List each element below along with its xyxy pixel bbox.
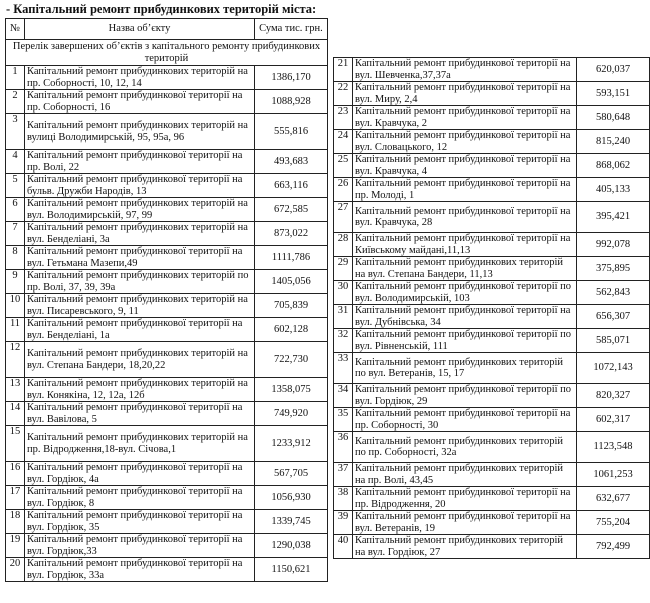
row-sum: 395,421 bbox=[577, 202, 650, 233]
document-title: - Капітальний ремонт прибудинкових територій міста: bbox=[6, 2, 317, 16]
row-name: Капітальний ремонт прибудинкової території на вул. Гордіюк, 4а bbox=[25, 462, 255, 486]
row-name: Капітальний ремонт прибудинкової території по вул. Рівненській, 111 bbox=[353, 329, 577, 353]
table-row bbox=[6, 402, 328, 426]
row-sum: 820,327 bbox=[577, 384, 650, 408]
row-number: 18 bbox=[6, 510, 25, 534]
row-sum: 602,317 bbox=[577, 408, 650, 432]
table-row bbox=[6, 66, 328, 90]
row-name: Капітальний ремонт прибудинкової території на вул. Кравчука, 28 bbox=[353, 202, 577, 233]
table-subheader-row bbox=[6, 40, 328, 66]
table-row bbox=[334, 202, 650, 233]
row-sum: 375,895 bbox=[577, 257, 650, 281]
table-row bbox=[334, 384, 650, 408]
table-row bbox=[6, 174, 328, 198]
row-name: Капітальний ремонт прибудинкової території на вул. Гетьмана Мазепи,49 bbox=[25, 246, 255, 270]
row-name: Капітальний ремонт прибудинкової території на пр. Відродження, 20 bbox=[353, 487, 577, 511]
row-name: Капітальний ремонт прибудинкової території на вул. Кравчука, 2 bbox=[353, 106, 577, 130]
table-row bbox=[6, 462, 328, 486]
header-sum: Сума тис. грн. bbox=[255, 19, 328, 40]
row-name: Капітальний ремонт прибудинкових територій на вул. Гордіюк, 27 bbox=[353, 535, 577, 559]
row-sum: 620,037 bbox=[577, 58, 650, 82]
table-row bbox=[6, 90, 328, 114]
row-name: Капітальний ремонт прибудинкової території на вул. Шевченка,37,37а bbox=[353, 58, 577, 82]
row-name: Капітальний ремонт прибудинкових територій по вул. Ветеранів, 15, 17 bbox=[353, 353, 577, 384]
row-sum: 1056,930 bbox=[255, 486, 328, 510]
row-number: 2 bbox=[6, 90, 25, 114]
table-row bbox=[334, 511, 650, 535]
header-name: Назва об’єкту bbox=[25, 19, 255, 40]
row-sum: 705,839 bbox=[255, 294, 328, 318]
row-name: Капітальний ремонт прибудинкових територій по пр. Соборності, 32а bbox=[353, 432, 577, 463]
table-row bbox=[334, 130, 650, 154]
row-sum: 1123,548 bbox=[577, 432, 650, 463]
table-row bbox=[6, 222, 328, 246]
row-number: 35 bbox=[334, 408, 353, 432]
row-number: 16 bbox=[6, 462, 25, 486]
table-row bbox=[334, 154, 650, 178]
row-number: 12 bbox=[6, 342, 25, 378]
header-num: № bbox=[6, 19, 25, 40]
row-name: Капітальний ремонт прибудинкової території на вул. Бенделіані, 1а bbox=[25, 318, 255, 342]
row-name: Капітальний ремонт прибудинкової території на вул. Кравчука, 4 bbox=[353, 154, 577, 178]
row-name: Капітальний ремонт прибудинкової території на Київському майдані,11,13 bbox=[353, 233, 577, 257]
row-sum: 1233,912 bbox=[255, 426, 328, 462]
table-row bbox=[334, 535, 650, 559]
row-sum: 602,128 bbox=[255, 318, 328, 342]
table-row bbox=[334, 82, 650, 106]
right-table-body bbox=[334, 58, 650, 559]
row-sum: 1072,143 bbox=[577, 353, 650, 384]
row-name: Капітальний ремонт прибудинкової території на пр. Молоді, 1 bbox=[353, 178, 577, 202]
row-name: Капітальний ремонт прибудинкової території на вул. Гордіюк, 33а bbox=[25, 558, 255, 582]
row-name: Капітальний ремонт прибудинкової території на вул. Гордіюк, 8 bbox=[25, 486, 255, 510]
row-number: 22 bbox=[334, 82, 353, 106]
row-number: 38 bbox=[334, 487, 353, 511]
table-row bbox=[6, 534, 328, 558]
row-name: Капітальний ремонт прибудинкової території на вул. Ветеранів, 19 bbox=[353, 511, 577, 535]
row-name: Капітальний ремонт прибудинкових територій на пр. Відродження,18-вул. Січова,1 bbox=[25, 426, 255, 462]
row-number: 10 bbox=[6, 294, 25, 318]
row-number: 11 bbox=[6, 318, 25, 342]
table-row bbox=[6, 294, 328, 318]
row-number: 28 bbox=[334, 233, 353, 257]
table-row bbox=[6, 426, 328, 462]
row-sum: 656,307 bbox=[577, 305, 650, 329]
table-subheader: Перелік завершених об’єктів з капітального ремонту прибудинкових територій bbox=[6, 40, 328, 66]
left-table bbox=[5, 18, 328, 582]
row-name: Капітальний ремонт прибудинкових територій на пр. Волі, 43,45 bbox=[353, 463, 577, 487]
table-row bbox=[6, 318, 328, 342]
table-row bbox=[6, 486, 328, 510]
row-number: 8 bbox=[6, 246, 25, 270]
row-sum: 722,730 bbox=[255, 342, 328, 378]
row-sum: 868,062 bbox=[577, 154, 650, 178]
row-name: Капітальний ремонт прибудинкової території на вул. Словацького, 12 bbox=[353, 130, 577, 154]
row-name: Капітальний ремонт прибудинкових територій по пр. Волі, 37, 39, 39а bbox=[25, 270, 255, 294]
row-number: 1 bbox=[6, 66, 25, 90]
row-name: Капітальний ремонт прибудинкової території на вул. Гордіюк, 35 bbox=[25, 510, 255, 534]
row-name: Капітальний ремонт прибудинкової території на бульв. Дружби Народів, 13 bbox=[25, 174, 255, 198]
row-number: 32 bbox=[334, 329, 353, 353]
row-sum: 555,816 bbox=[255, 114, 328, 150]
row-number: 29 bbox=[334, 257, 353, 281]
row-sum: 562,843 bbox=[577, 281, 650, 305]
table-row bbox=[6, 558, 328, 582]
row-number: 7 bbox=[6, 222, 25, 246]
row-number: 4 bbox=[6, 150, 25, 174]
row-number: 19 bbox=[6, 534, 25, 558]
table-row bbox=[334, 257, 650, 281]
row-sum: 1339,745 bbox=[255, 510, 328, 534]
row-sum: 992,078 bbox=[577, 233, 650, 257]
row-number: 40 bbox=[334, 535, 353, 559]
row-name: Капітальний ремонт прибудинкової території на вул. Дубнівська, 34 bbox=[353, 305, 577, 329]
row-sum: 663,116 bbox=[255, 174, 328, 198]
row-number: 34 bbox=[334, 384, 353, 408]
table-row bbox=[334, 106, 650, 130]
row-number: 21 bbox=[334, 58, 353, 82]
row-number: 27 bbox=[334, 202, 353, 233]
table-row bbox=[334, 178, 650, 202]
row-name: Капітальний ремонт прибудинкової території на вул. Миру, 2,4 bbox=[353, 82, 577, 106]
right-table bbox=[333, 57, 650, 559]
row-name: Капітальний ремонт прибудинкових територій на вул. Бенделіані, 3а bbox=[25, 222, 255, 246]
table-row bbox=[6, 198, 328, 222]
row-sum: 1061,253 bbox=[577, 463, 650, 487]
row-number: 23 bbox=[334, 106, 353, 130]
row-name: Капітальний ремонт прибудинкових територій на вул. Писаревського, 9, 11 bbox=[25, 294, 255, 318]
table-row bbox=[334, 463, 650, 487]
row-number: 24 bbox=[334, 130, 353, 154]
row-number: 39 bbox=[334, 511, 353, 535]
row-number: 6 bbox=[6, 198, 25, 222]
row-name: Капітальний ремонт прибудинкової території по вул. Гордіюк, 29 bbox=[353, 384, 577, 408]
left-table-body bbox=[6, 66, 328, 582]
table-row bbox=[334, 281, 650, 305]
table-row bbox=[334, 432, 650, 463]
table-row bbox=[6, 378, 328, 402]
row-sum: 1111,786 bbox=[255, 246, 328, 270]
table-row bbox=[334, 305, 650, 329]
row-name: Капітальний ремонт прибудинкової території по вул. Володимирській, 103 bbox=[353, 281, 577, 305]
row-name: Капітальний ремонт прибудинкових територій на вул. Степана Бандери, 18,20,22 bbox=[25, 342, 255, 378]
row-number: 26 bbox=[334, 178, 353, 202]
table-row bbox=[334, 353, 650, 384]
table-row bbox=[6, 270, 328, 294]
row-number: 15 bbox=[6, 426, 25, 462]
row-sum: 792,499 bbox=[577, 535, 650, 559]
row-number: 37 bbox=[334, 463, 353, 487]
row-sum: 567,705 bbox=[255, 462, 328, 486]
row-sum: 632,677 bbox=[577, 487, 650, 511]
table-row bbox=[334, 58, 650, 82]
row-name: Капітальний ремонт прибудинкової території на пр. Соборності, 30 bbox=[353, 408, 577, 432]
row-sum: 672,585 bbox=[255, 198, 328, 222]
row-number: 31 bbox=[334, 305, 353, 329]
row-name: Капітальний ремонт прибудинкової території на пр. Волі, 22 bbox=[25, 150, 255, 174]
row-name: Капітальний ремонт прибудинкових територій на вул. Володимирській, 97, 99 bbox=[25, 198, 255, 222]
row-number: 36 bbox=[334, 432, 353, 463]
row-number: 20 bbox=[6, 558, 25, 582]
row-number: 5 bbox=[6, 174, 25, 198]
table-row bbox=[6, 150, 328, 174]
row-number: 33 bbox=[334, 353, 353, 384]
row-sum: 1386,170 bbox=[255, 66, 328, 90]
row-sum: 1088,928 bbox=[255, 90, 328, 114]
table-row bbox=[334, 408, 650, 432]
row-name: Капітальний ремонт прибудинкової території на вул. Гордіюк,33 bbox=[25, 534, 255, 558]
row-number: 14 bbox=[6, 402, 25, 426]
row-name: Капітальний ремонт прибудинкових територій на пр. Соборності, 10, 12, 14 bbox=[25, 66, 255, 90]
row-number: 25 bbox=[334, 154, 353, 178]
row-sum: 749,920 bbox=[255, 402, 328, 426]
row-name: Капітальний ремонт прибудинкових територій на вул. Степана Бандери, 11,13 bbox=[353, 257, 577, 281]
table-row bbox=[6, 246, 328, 270]
row-sum: 493,683 bbox=[255, 150, 328, 174]
table-row bbox=[6, 114, 328, 150]
row-sum: 1358,075 bbox=[255, 378, 328, 402]
row-sum: 1405,056 bbox=[255, 270, 328, 294]
row-number: 30 bbox=[334, 281, 353, 305]
row-sum: 815,240 bbox=[577, 130, 650, 154]
table-row bbox=[334, 233, 650, 257]
row-number: 17 bbox=[6, 486, 25, 510]
row-number: 13 bbox=[6, 378, 25, 402]
row-sum: 580,648 bbox=[577, 106, 650, 130]
row-name: Капітальний ремонт прибудинкової території на вул. Вавілова, 5 bbox=[25, 402, 255, 426]
row-sum: 593,151 bbox=[577, 82, 650, 106]
table-row bbox=[334, 487, 650, 511]
table-row bbox=[334, 329, 650, 353]
row-sum: 585,071 bbox=[577, 329, 650, 353]
table-row bbox=[6, 510, 328, 534]
row-sum: 1150,621 bbox=[255, 558, 328, 582]
row-name: Капітальний ремонт прибудинкової території на пр. Соборності, 16 bbox=[25, 90, 255, 114]
row-number: 3 bbox=[6, 114, 25, 150]
table-header-row bbox=[6, 19, 328, 40]
row-number: 9 bbox=[6, 270, 25, 294]
row-sum: 1290,038 bbox=[255, 534, 328, 558]
row-sum: 755,204 bbox=[577, 511, 650, 535]
row-name: Капітальний ремонт прибудинкових територій на вул. Конякіна, 12, 12а, 12б bbox=[25, 378, 255, 402]
row-sum: 405,133 bbox=[577, 178, 650, 202]
row-sum: 873,022 bbox=[255, 222, 328, 246]
table-row bbox=[6, 342, 328, 378]
row-name: Капітальний ремонт прибудинкових територій на вулиці Володимирській, 95, 95а, 96 bbox=[25, 114, 255, 150]
